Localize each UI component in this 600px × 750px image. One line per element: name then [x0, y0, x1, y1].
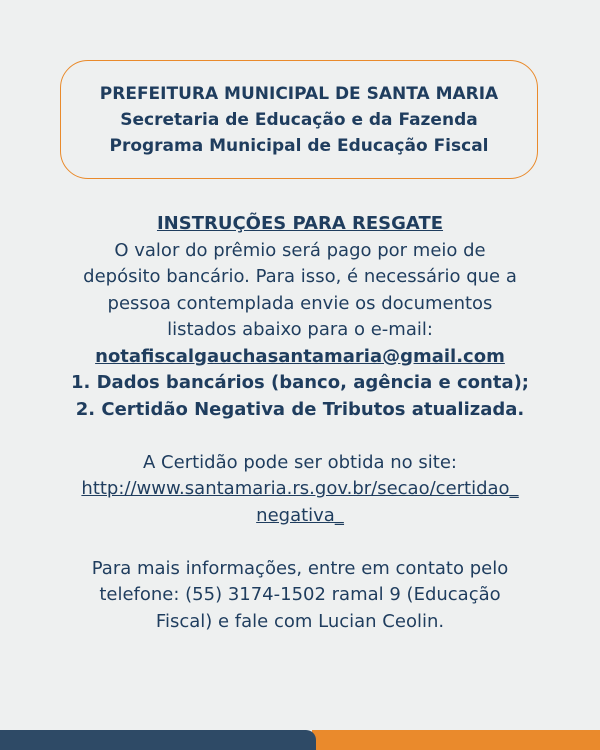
- instructions-title: INSTRUÇÕES PARA RESGATE: [156, 213, 444, 234]
- instructions-content: [30, 211, 570, 635]
- document-item-certificate: 2. Certidão Negativa de Tributos atualizada.: [75, 398, 525, 420]
- certidao-text: A Certidão pode ser obtida no site:: [143, 451, 457, 473]
- certidao-url-line1[interactable]: http://www.santamaria.rs.gov.br/secao/certidao_: [81, 478, 519, 499]
- body-line: listados abaixo para o e-mail:: [167, 319, 433, 340]
- footer-bar-blue: [0, 730, 316, 750]
- document-item-bank-data: 1. Dados bancários (banco, agência e conta);: [70, 372, 530, 393]
- header-line-department: Secretaria de Educação e da Fazenda: [120, 109, 478, 130]
- contact-line: Fiscal) e fale com Lucian Ceolin.: [155, 610, 445, 632]
- header-line-municipality: PREFEITURA MUNICIPAL DE SANTA MARIA: [99, 83, 499, 104]
- contact-line: telefone: (55) 3174-1502 ramal 9 (Educação: [99, 584, 501, 605]
- email-link[interactable]: notafiscalgauchasantamaria@gmail.com: [95, 345, 505, 367]
- footer-bar-orange: [312, 730, 600, 750]
- body-line: pessoa contemplada envie os documentos: [107, 292, 493, 314]
- body-line: O valor do prêmio será pago por meio de: [114, 239, 486, 261]
- contact-line: Para mais informações, entre em contato pelo: [91, 557, 509, 579]
- header-line-program: Programa Municipal de Educação Fiscal: [109, 135, 489, 156]
- certidao-url-line2[interactable]: negativa_: [256, 504, 344, 526]
- header-box: [60, 60, 538, 179]
- body-line: depósito bancário. Para isso, é necessário que a: [83, 266, 517, 287]
